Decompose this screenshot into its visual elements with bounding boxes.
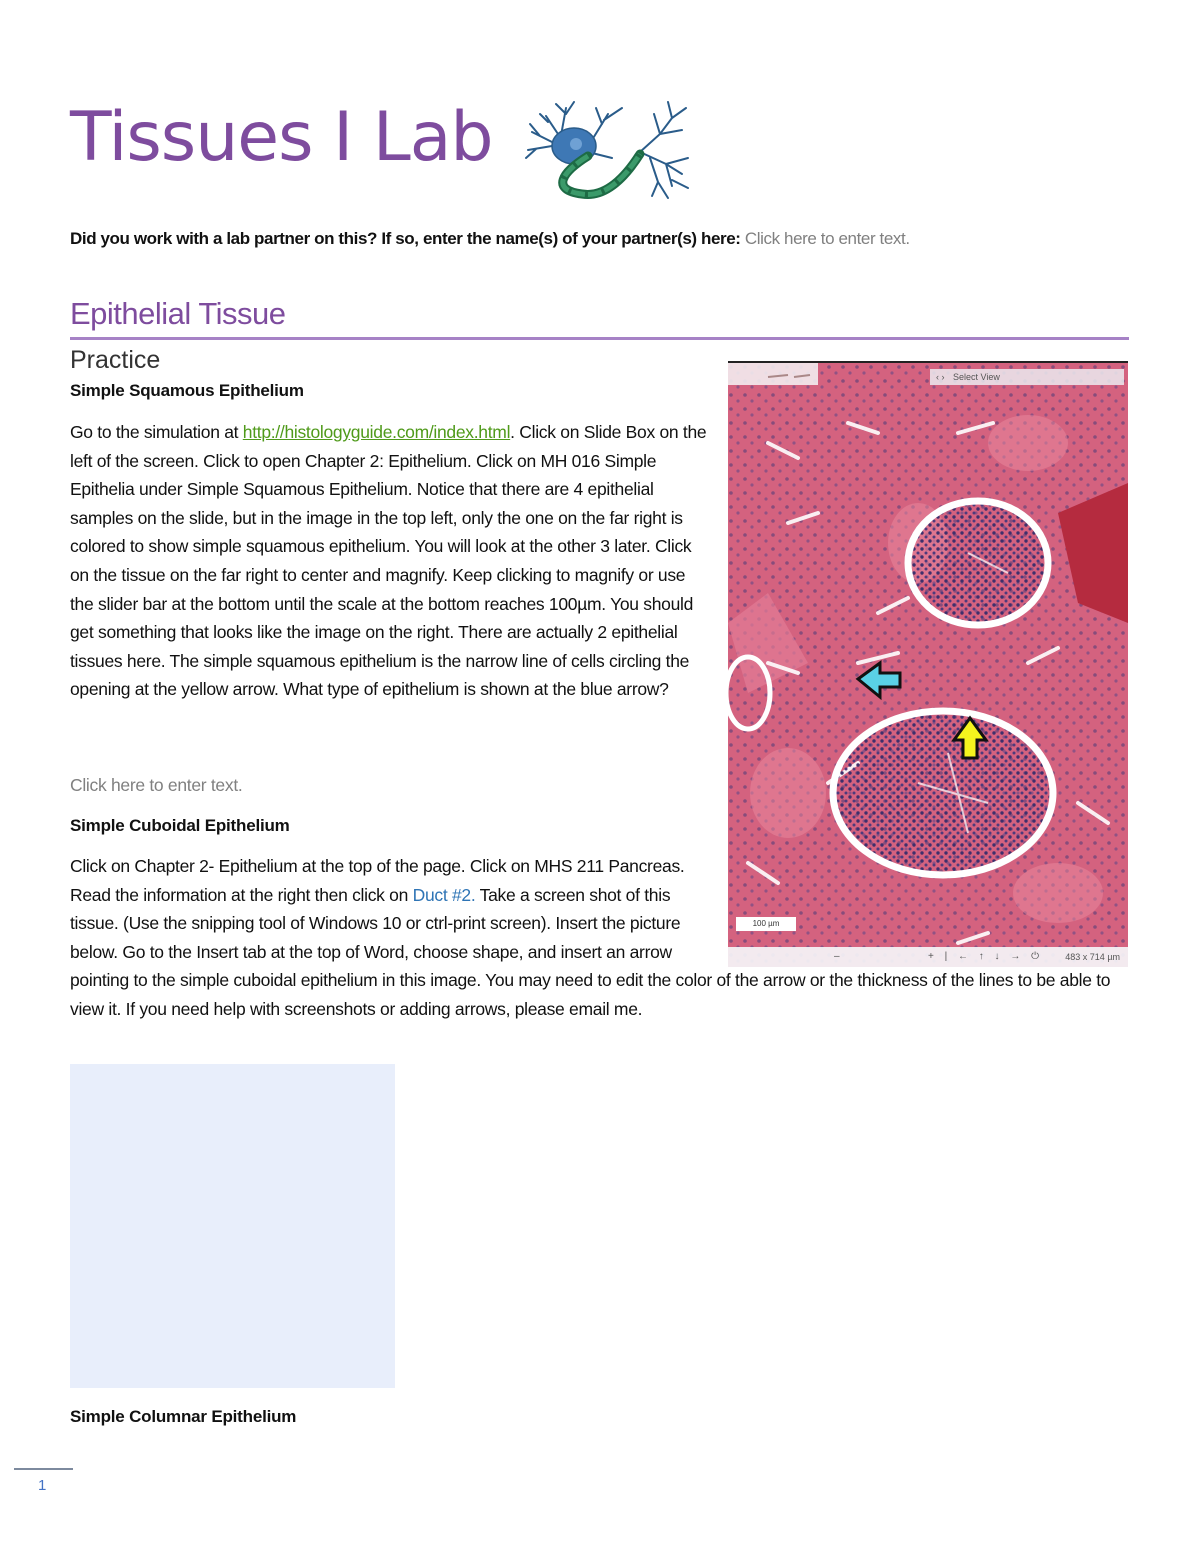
simple-squamous-body: . Click on Slide Box on the left of the screen. Click to open Chapter 2: Epithelium. Click on MH 016 Simple Epithelia under Simple Squamous Epithelium. Notice that there are 4 epithelial samples on the slide, but in the image in the top left, only the one on the far right is colored to show simple squamous epithelium. You will look at the other 3 later. Click on the tissue on the far right to center and magnify. Keep clicking to magnify or use the slider bar at the bottom until the scale at the bottom reaches 100µm. You should get something that looks like the image on the right. There are actually 2 epithelial tissues here. The simple squamous epithelium is the narrow line of cells circling the opening at the yellow arrow. What type of epithelium is shown at the blue arrow? [70,422,707,700]
neuron-illustration [522,94,694,204]
page-number: 1 [38,1477,47,1494]
viewer-bottom-bar [728,947,1128,967]
simple-cuboidal-body-end: Take a screen shot of this tissue. (Use the snipping tool of Windows 10 or ctrl-print screen). Insert the picture below. Go to the Insert tab at the top of Word, choose shape, and insert an arrow pointing to the simple cuboidal epithelium in this image. You may need to edit the color of the arrow or the thickness of the lines to be able to view it. If you need help with screenshots or adding arrows, please email me. [70,884,1111,1019]
lab-partner-input[interactable]: Click here to enter text. [744,229,910,248]
footer-rule [14,1468,73,1470]
section-divider [70,337,1129,340]
zoom-slider[interactable]: – [834,951,840,962]
simple-columnar-heading: Simple Columnar Epithelium [70,1407,297,1426]
histologyguide-link[interactable]: http://histologyguide.com/index.html [242,422,511,442]
lab-partner-question: Did you work with a lab partner on this? If so, enter the name(s) of your partner(s) here: [70,229,741,248]
simple-squamous-intro: Go to the simulation at [70,422,239,442]
section-heading: Epithelial Tissue [70,296,286,331]
simple-squamous-heading: Simple Squamous Epithelium [70,381,304,400]
subsection-heading: Practice [70,346,161,374]
simple-cuboidal-heading: Simple Cuboidal Epithelium [70,816,290,835]
screenshot-insert-area[interactable] [70,1064,395,1388]
document-title: Tissues I Lab [70,98,493,177]
lab-partner-line [70,229,910,249]
micrograph-image [728,363,1128,967]
simple-cuboidal-body-start: Click on Chapter 2- Epithelium at the top of the page. Click on MHS 211 Pancreas. Read the information at the right then click on [70,856,685,905]
viewer-dimensions: 483 x 714 µm [1065,952,1120,962]
simple-squamous-instructions [70,418,710,704]
viewer-nav-glyph[interactable]: ‹ › [936,372,945,382]
viewer-navigation-controls[interactable]: + | ← ↑ ↓ → ⏻ [928,951,1044,962]
viewer-toolbar[interactable] [930,369,1124,385]
kidney-micrograph [728,361,1128,967]
blue-arrow-answer-input[interactable]: Click here to enter text. [70,775,243,795]
scale-bar [736,917,796,931]
duct-2-link[interactable]: Duct #2. [412,884,476,905]
scale-bar-label: 100 µm [752,919,780,928]
viewer-select-view[interactable]: Select View [953,372,1000,382]
